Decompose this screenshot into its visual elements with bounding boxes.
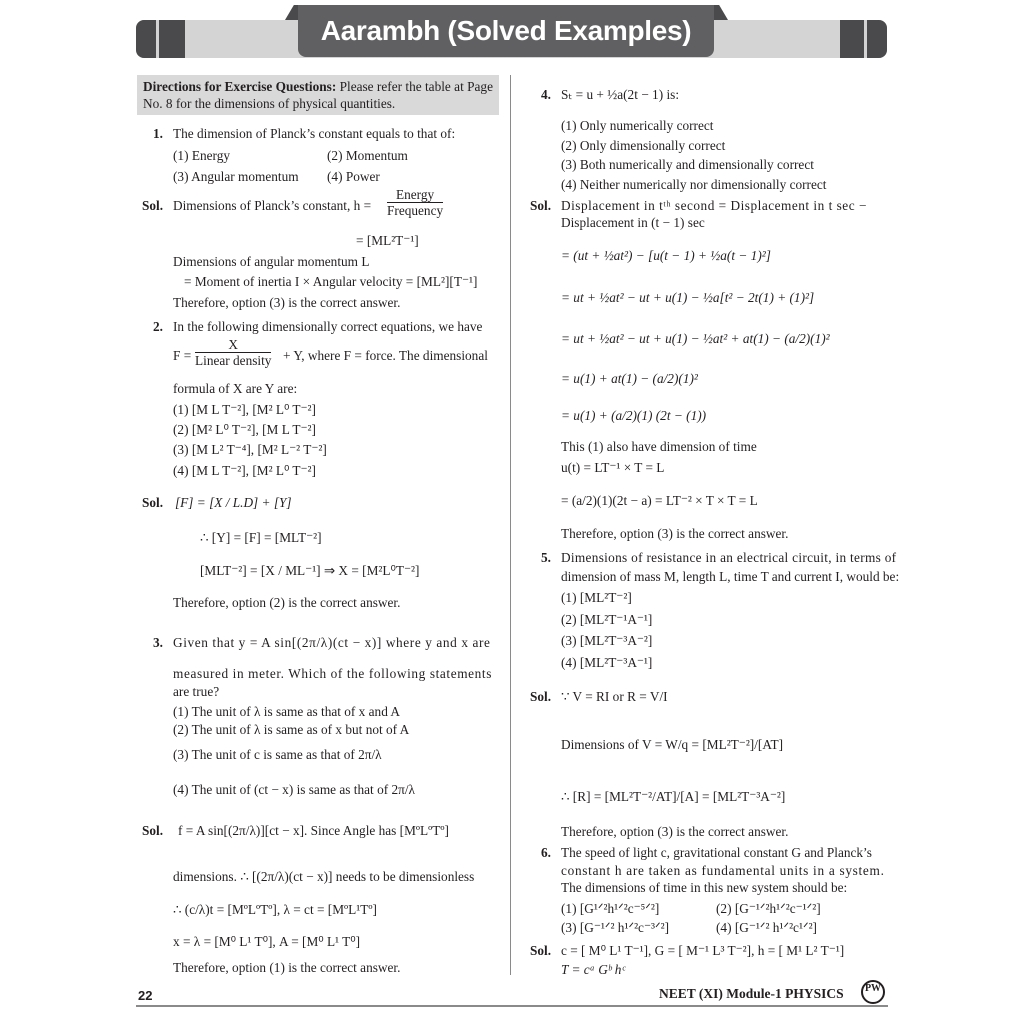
q2-sol-line-1: [F] = [X / L.D] + [Y]: [175, 495, 292, 510]
q2-fraction: [195, 337, 271, 368]
q6-text-b: constant h are taken as fundamental units in a system.: [561, 863, 885, 878]
q1-sol-line-3: Dimensions of angular momentum L: [173, 254, 370, 269]
q6-option-1: (1) [G¹ᐟ²h¹ᐟ²c⁻⁵ᐟ²]: [561, 901, 660, 916]
q4-dim-2: = (a/2)(1)(2t − a) = LT⁻² × T × T = L: [561, 493, 758, 508]
q1-option-4: (4) Power: [327, 169, 380, 184]
banner-cap-right-inner: [840, 20, 864, 58]
q3-option-3: (3) The unit of c is same as that of 2π/λ: [173, 747, 382, 762]
q1-answer: Therefore, option (3) is the correct answer.: [173, 295, 401, 310]
q1-option-3: (3) Angular momentum: [173, 169, 299, 184]
banner-cap-left-outer: [136, 20, 156, 58]
q6-option-3: (3) [G⁻¹ᐟ² h¹ᐟ²c⁻³ᐟ²]: [561, 920, 670, 935]
q4-step-2: = ut + ½at² − ut + u(1) − ½a[t² − 2t(1) + (1)²]: [561, 290, 815, 305]
q2-sol-line-3: [MLT⁻²] = [X / ML⁻¹] ⇒ X = [M²L⁰T⁻²]: [200, 563, 420, 578]
footer-book-title: NEET (XI) Module-1 PHYSICS: [659, 986, 844, 1001]
q3-option-2: (2) The unit of λ is same as of x but not of A: [173, 722, 410, 737]
q4-sol-line-2: Displacement in (t − 1) sec: [561, 215, 705, 230]
q3-answer: Therefore, option (1) is the correct answer.: [173, 960, 401, 975]
q3-number: 3.: [153, 635, 163, 650]
q4-step-3: = ut + ½at² − ut + u(1) − ½at² + at(1) − (a/2)(1)²: [561, 331, 830, 346]
column-divider: [510, 75, 511, 975]
directions-box: [137, 75, 499, 115]
q4-text: Sₜ = u + ½a(2t − 1) is:: [561, 87, 680, 102]
q1-fraction-denominator: Frequency: [387, 203, 444, 218]
q2-text-2: formula of X are Y are:: [173, 381, 298, 396]
q2-option-1: (1) [M L T⁻²], [M² L⁰ T⁻²]: [173, 402, 316, 417]
q3-sol-line-1: f = A sin[(2π/λ)][ct − x]. Since Angle has [MºLºTº]: [178, 823, 449, 838]
q4-option-1: (1) Only numerically correct: [561, 118, 714, 133]
q5-sol-label: Sol.: [530, 689, 552, 704]
q4-note: This (1) also have dimension of time: [561, 439, 757, 454]
q5-option-1: (1) [ML²T⁻²]: [561, 590, 632, 605]
q5-number: 5.: [541, 550, 551, 565]
q2-sol-label: Sol.: [142, 495, 164, 510]
q3-text-a: Given that y = A sin[(2π/λ)(ct − x)] where y and x are: [173, 635, 491, 650]
banner-cap-right-outer: [867, 20, 887, 58]
q3-sol-line-4: x = λ = [M⁰ L¹ T⁰], A = [M⁰ L¹ T⁰]: [173, 934, 361, 949]
q6-sol-line-1: c = [ M⁰ L¹ T⁻¹], G = [ M⁻¹ L³ T⁻²], h = [ M¹ L² T⁻¹]: [561, 943, 845, 958]
q3-option-4: (4) The unit of (ct − x) is same as that of 2π/λ: [173, 782, 415, 797]
q2-text: In the following dimensionally correct equations, we have: [173, 319, 483, 334]
q4-option-4: (4) Neither numerically nor dimensionally correct: [561, 177, 827, 192]
q3-sol-label: Sol.: [142, 823, 164, 838]
q4-dim-1: u(t) = LT⁻¹ × T = L: [561, 460, 665, 475]
q2-answer: Therefore, option (2) is the correct answer.: [173, 595, 401, 610]
footer-rule: [136, 1005, 888, 1007]
q3-text-c: are true?: [173, 684, 220, 699]
q6-number: 6.: [541, 845, 551, 860]
q6-text-a: The speed of light c, gravitational constant G and Planck’s: [561, 845, 872, 860]
q3-option-1: (1) The unit of λ is same as that of x and A: [173, 704, 401, 719]
q4-sol-line-1: Displacement in tᵗʰ second = Displacement in t sec −: [561, 198, 867, 213]
q1-sol-line-2: = [ML²T⁻¹]: [356, 233, 419, 248]
q1-option-2: (2) Momentum: [327, 148, 408, 163]
q4-sol-label: Sol.: [530, 198, 552, 213]
q2-fraction-denominator: Linear density: [195, 353, 272, 368]
page-title: Aarambh (Solved Examples): [298, 5, 714, 57]
q5-option-3: (3) [ML²T⁻³A⁻²]: [561, 633, 653, 648]
q5-text-a: Dimensions of resistance in an electrical circuit, in terms of: [561, 550, 897, 565]
q1-option-1: (1) Energy: [173, 148, 230, 163]
q5-text-b: dimension of mass M, length L, time T and current I, would be:: [561, 569, 900, 584]
q4-number: 4.: [541, 87, 551, 102]
q2-eq-left: F =: [173, 348, 192, 363]
q1-fraction: [387, 187, 443, 218]
q5-option-4: (4) [ML²T⁻³A⁻¹]: [561, 655, 653, 670]
q2-fraction-numerator: X: [195, 337, 271, 353]
q1-fraction-numerator: Energy: [387, 187, 443, 203]
q4-step-1: = (ut + ½at²) − [u(t − 1) + ½a(t − 1)²]: [561, 248, 771, 263]
q1-number: 1.: [153, 126, 163, 141]
q1-text: The dimension of Planck’s constant equals to that of:: [173, 126, 456, 141]
q4-answer: Therefore, option (3) is the correct answer.: [561, 526, 789, 541]
q3-sol-line-3: ∴ (c/λ)t = [MºLºTº], λ = ct = [MºL¹Tº]: [173, 902, 377, 917]
q6-sol-label: Sol.: [530, 943, 552, 958]
q3-text-b: measured in meter. Which of the following statements: [173, 666, 492, 681]
q4-option-3: (3) Both numerically and dimensionally correct: [561, 157, 814, 172]
q2-eq-right: + Y, where F = force. The dimensional: [283, 348, 488, 363]
q4-option-2: (2) Only dimensionally correct: [561, 138, 726, 153]
q2-option-4: (4) [M L T⁻²], [M² L⁰ T⁻²]: [173, 463, 316, 478]
q3-sol-line-2: dimensions. ∴ [(2π/λ)(ct − x)] needs to be dimensionless: [173, 869, 475, 884]
banner-cap-left-inner: [159, 20, 185, 58]
q6-option-2: (2) [G⁻¹ᐟ²h¹ᐟ²c⁻¹ᐟ²]: [716, 901, 821, 916]
q1-sol-line-1: Dimensions of Planck’s constant, h =: [173, 198, 372, 213]
q5-answer: Therefore, option (3) is the correct answer.: [561, 824, 789, 839]
q6-sol-line-2: T = cᵃ Gᵇ hᶜ: [561, 962, 625, 977]
q4-step-5: = u(1) + (a/2)(1) (2t − (1)): [561, 408, 707, 423]
q2-option-2: (2) [M² L⁰ T⁻²], [M L T⁻²]: [173, 422, 316, 437]
q2-option-3: (3) [M L² T⁻⁴], [M² L⁻² T⁻²]: [173, 442, 327, 457]
q2-number: 2.: [153, 319, 163, 334]
q5-sol-line-1: ∵ V = RI or R = V/I: [561, 689, 668, 704]
q5-sol-line-3: ∴ [R] = [ML²T⁻²/AT]/[A] = [ML²T⁻³A⁻²]: [561, 789, 786, 804]
q1-sol-label: Sol.: [142, 198, 164, 213]
page-number: 22: [138, 988, 153, 1003]
q5-option-2: (2) [ML²T⁻¹A⁻¹]: [561, 612, 653, 627]
q6-text-c: The dimensions of time in this new system should be:: [561, 880, 848, 895]
pw-logo-icon: PW: [861, 980, 885, 1004]
q6-option-4: (4) [G⁻¹ᐟ² h¹ᐟ²c¹ᐟ²]: [716, 920, 817, 935]
q5-sol-line-2: Dimensions of V = W/q = [ML²T⁻²]/[AT]: [561, 737, 784, 752]
directions-text: Please refer the table at Page No. 8 for the dimensions of physical quantities.: [143, 79, 493, 111]
directions-label: Directions for Exercise Questions:: [143, 79, 337, 94]
q4-step-4: = u(1) + at(1) − (a/2)(1)²: [561, 371, 698, 386]
q2-sol-line-2: ∴ [Y] = [F] = [MLT⁻²]: [200, 530, 322, 545]
q1-sol-line-4: = Moment of inertia I × Angular velocity = [ML²][T⁻¹]: [184, 274, 478, 289]
